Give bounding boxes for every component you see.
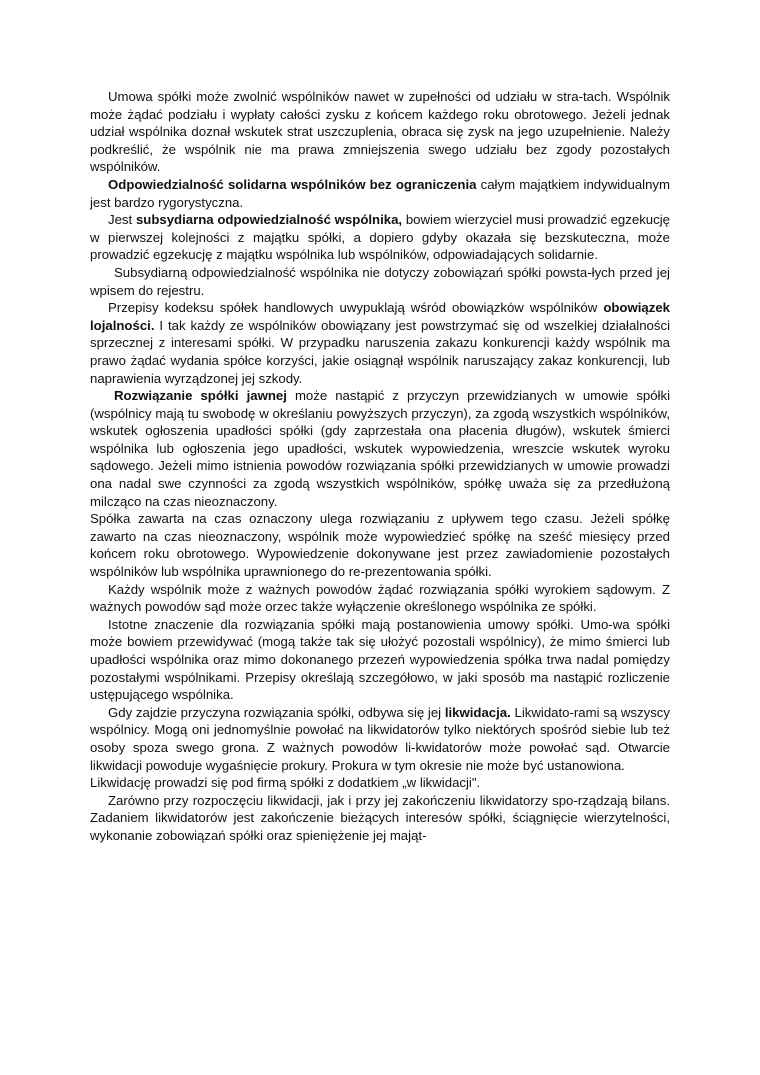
- bold-term: likwidacja.: [444, 704, 511, 720]
- paragraph-text: Przepisy kodeksu spółek handlowych uwypuklają wśród obowiązków wspólników: [108, 300, 604, 316]
- paragraph-text: Istotne znaczenie dla rozwiązania spółki mają postanowienia umowy spółki. Umo-wa spółki może bowiem przewidywać (mogą także tak się ułożyć pozostali wspólnicy), że mimo śmierci lub upadłości wspólnika oraz mimo dokonanego przezeń wypowiedzenia spółka trwa nadal pomiędzy pozostałymi wspólnikami. Przepisy określają szczegółowo, w jaki sposób ma nastąpić rozliczenie ustępującego wspólnika.: [90, 616, 670, 703]
- paragraph-text: Gdy zajdzie przyczyna rozwiązania spółki, odbywa się jej: [108, 704, 445, 720]
- paragraph-text: Jest: [108, 212, 136, 228]
- paragraph-court: [90, 581, 670, 616]
- paragraph-balance: [90, 792, 670, 845]
- paragraph-registration: [90, 264, 670, 299]
- paragraph-fixed-term: [90, 510, 670, 580]
- bold-term: Odpowiedzialność solidarna wspólników bez ograniczenia: [108, 176, 477, 192]
- paragraph-dissolution: [90, 387, 670, 510]
- paragraph-text: Umowa spółki może zwolnić wspólników nawet w zupełności od udziału w stra-tach. Wspólnik może żądać podziału i wypłaty całości zysku z końcem każdego roku obrotowego. Jeżeli jednak udział wspólnika doznał wskutek strat uszczuplenia, obraca się zysk na jego uzupełnienie. Należy podkreślić, że wspólnik nie ma prawa zmniejszenia swego udziału bez zgody pozostałych wspólników.: [90, 89, 670, 175]
- paragraph-text: Każdy wspólnik może z ważnych powodów żądać rozwiązania spółki wyrokiem sądowym. Z ważnych powodów sąd może orzec także wyłączenie określonego wspólnika ze spółki.: [90, 581, 670, 615]
- bold-term: obowiązek lojalności.: [90, 300, 670, 333]
- paragraph-firm-name: [90, 774, 670, 792]
- paragraph-text: Spółka zawarta na czas oznaczony ulega rozwiązaniu z upływem tego czasu. Jeżeli spółkę zawarto na czas nieoznaczony, wspólnik może wypowiedzieć spółkę na sześć miesięcy przed końcem roku obrotowego. Wypowiedzenie dokonywane jest przez zawiadomienie pozostałych wspólników lub wspólnika uprawnionego do re-prezentowania spółki.: [90, 511, 670, 580]
- paragraph-text: I tak każdy ze wspólników obowiązany jest powstrzymać się od wszelkiej działalności sprzecznej z interesami spółki. W przypadku naruszenia zakazu konkurencji każdy wspólnik ma prawo żądać wydania spółce korzyści, jakie osiągnął wspólnik naruszający zakaz konkurencji, lub naprawienia wyrządzonej jej szkody.: [90, 317, 670, 386]
- paragraph-text: całym majątkiem indywidualnym jest bardzo rygorystyczna.: [90, 176, 671, 210]
- paragraph-text: Zarówno przy rozpoczęciu likwidacji, jak i przy jej zakończeniu likwidatorzy spo-rządzają bilans. Zadaniem likwidatorów jest zakończenie bieżących interesów spółki, ściągnięcie wierzytelności, wykonanie zobowiązań spółki oraz spieniężenie jej mająt-: [90, 792, 670, 843]
- paragraph-subsidiary-liability: [90, 211, 670, 264]
- paragraph-joint-liability: [90, 176, 670, 211]
- paragraph-text: może nastąpić z przyczyn przewidzianych w umowie spółki (wspólnicy mają tu swobodę w określaniu powyższych przyczyn), za zgodą wszystkich wspólników, wskutek ogłoszenia upadłości spółki (gdy zaprzestała ona płacenia długów), wskutek śmierci wspólnika lub ogłoszenia jego upadłości, wskutek wypowiedzenia, wreszcie wskutek wyroku sądowego. Jeżeli mimo istnienia powodów rozwiązania spółki przewidzianych w umowie prowadzi ona nadal swe czynności za zgodą wszystkich wspólników, spółkę uważa się za przedłużoną milcząco na czas nieoznaczony.: [90, 388, 671, 509]
- document-page: [90, 88, 670, 845]
- bold-term: subsydiarna odpowiedzialność wspólnika,: [135, 212, 403, 228]
- paragraph-agreement-provisions: [90, 616, 670, 704]
- paragraph-liquidation: [90, 704, 670, 774]
- paragraph-profit-sharing: [90, 88, 670, 176]
- paragraph-text: Subsydiarną odpowiedzialność wspólnika nie dotyczy zobowiązań spółki powsta-łych przed jej wpisem do rejestru.: [90, 264, 670, 298]
- paragraph-text: Likwidację prowadzi się pod firmą spółki z dodatkiem „w likwidacji".: [90, 775, 481, 791]
- paragraph-text: Likwidato-rami są wszyscy wspólnicy. Mogą oni jednomyślnie powołać na likwidatorów tylko niektórych spośród siebie lub też osoby spoza swego grona. Z ważnych powodów li-kwidatorów może powołać sąd. Otwarcie likwidacji powoduje wygaśnięcie prokury. Prokura w tym okresie nie może być ustanowiona.: [90, 704, 670, 773]
- bold-term: Rozwiązanie spółki jawnej: [114, 388, 287, 404]
- paragraph-text: bowiem wierzyciel musi prowadzić egzekucję w pierwszej kolejności z majątku spółki, a dopiero gdyby okazała się bezskuteczna, może prowadzić egzekucję z majątku wspólnika lub wspólników, odpowiadających solidarnie.: [90, 212, 670, 263]
- paragraph-loyalty: [90, 299, 670, 387]
